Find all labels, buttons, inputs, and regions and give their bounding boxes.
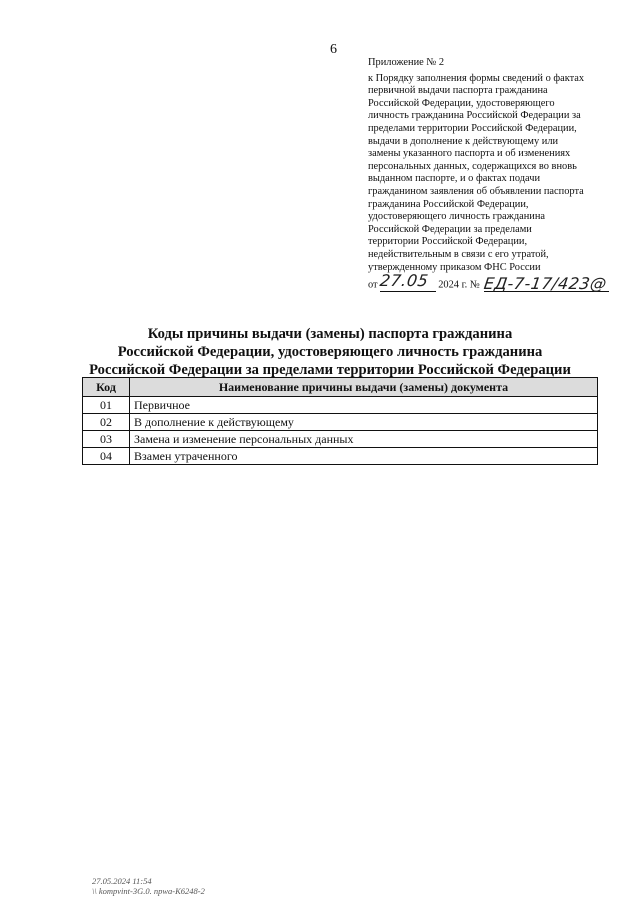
appendix-line: выдачи в дополнение к действующему или — [368, 135, 559, 147]
appendix-title: Приложение № 2 — [368, 57, 445, 68]
appendix-line: Российской Федерации, удостоверяющего — [368, 97, 555, 109]
appendix-line: пределами территории Российской Федерации, — [368, 122, 577, 134]
cell-code: 03 — [83, 431, 130, 448]
cell-name: Замена и изменение персональных данных — [130, 431, 598, 448]
footer-path: \\ kompvint-3G.0. npwa-K6248-2 — [92, 886, 205, 896]
document-title — [60, 325, 600, 379]
page-number: 6 — [330, 42, 337, 57]
order-prefix: от — [368, 279, 378, 291]
cell-code: 02 — [83, 414, 130, 431]
appendix-line: персональных данных, содержащихся во вновь — [368, 160, 577, 172]
appendix-line: личность гражданина Российской Федерации за — [368, 110, 581, 122]
footer-timestamp: 27.05.2024 11:54 — [92, 876, 152, 886]
cell-code: 04 — [83, 448, 130, 465]
order-date-handwritten: 27.05 — [380, 274, 436, 292]
print-footer — [92, 876, 205, 896]
table-row — [83, 448, 598, 465]
table-row — [83, 397, 598, 414]
order-year: 2024 г. № — [438, 279, 480, 291]
appendix-line: утвержденному приказом ФНС России — [368, 261, 541, 273]
table-row — [83, 414, 598, 431]
header-name: Наименование причины выдачи (замены) документа — [130, 378, 598, 397]
title-line: Коды причины выдачи (замены) паспорта гражданина — [147, 326, 513, 342]
appendix-line: гражданина Российской Федерации, — [368, 198, 529, 210]
order-reference — [368, 271, 618, 294]
appendix-line: гражданином заявления об объявлении паспорта — [368, 185, 584, 197]
cell-name: В дополнение к действующему — [130, 414, 598, 431]
appendix-line: удостоверяющего личность гражданина — [368, 211, 546, 223]
appendix-line: выданном паспорте, и о фактах подачи — [368, 173, 541, 185]
table-row — [83, 431, 598, 448]
appendix-line: недействительным в связи с его утратой, — [368, 248, 549, 260]
cell-code: 01 — [83, 397, 130, 414]
title-line: Российской Федерации за пределами территории Российской Федерации — [89, 362, 571, 378]
appendix-line: к Порядку заполнения формы сведений о фактах — [368, 72, 585, 84]
cell-name: Взамен утраченного — [130, 448, 598, 465]
appendix-line: территории Российской Федерации, — [368, 236, 528, 248]
appendix-block — [368, 57, 618, 292]
reason-codes-table — [82, 377, 598, 465]
header-code: Код — [83, 378, 130, 397]
title-line: Российской Федерации, удостоверяющего личность гражданина — [117, 344, 543, 360]
cell-name: Первичное — [130, 397, 598, 414]
table-header-row — [83, 378, 598, 397]
appendix-line: замены указанного паспорта и об изменениях — [368, 148, 571, 160]
appendix-line: первичной выдачи паспорта гражданина — [368, 85, 548, 97]
appendix-line: Российской Федерации за пределами — [368, 223, 532, 235]
order-number-handwritten: ЕД-7-17/423@ — [482, 274, 608, 294]
